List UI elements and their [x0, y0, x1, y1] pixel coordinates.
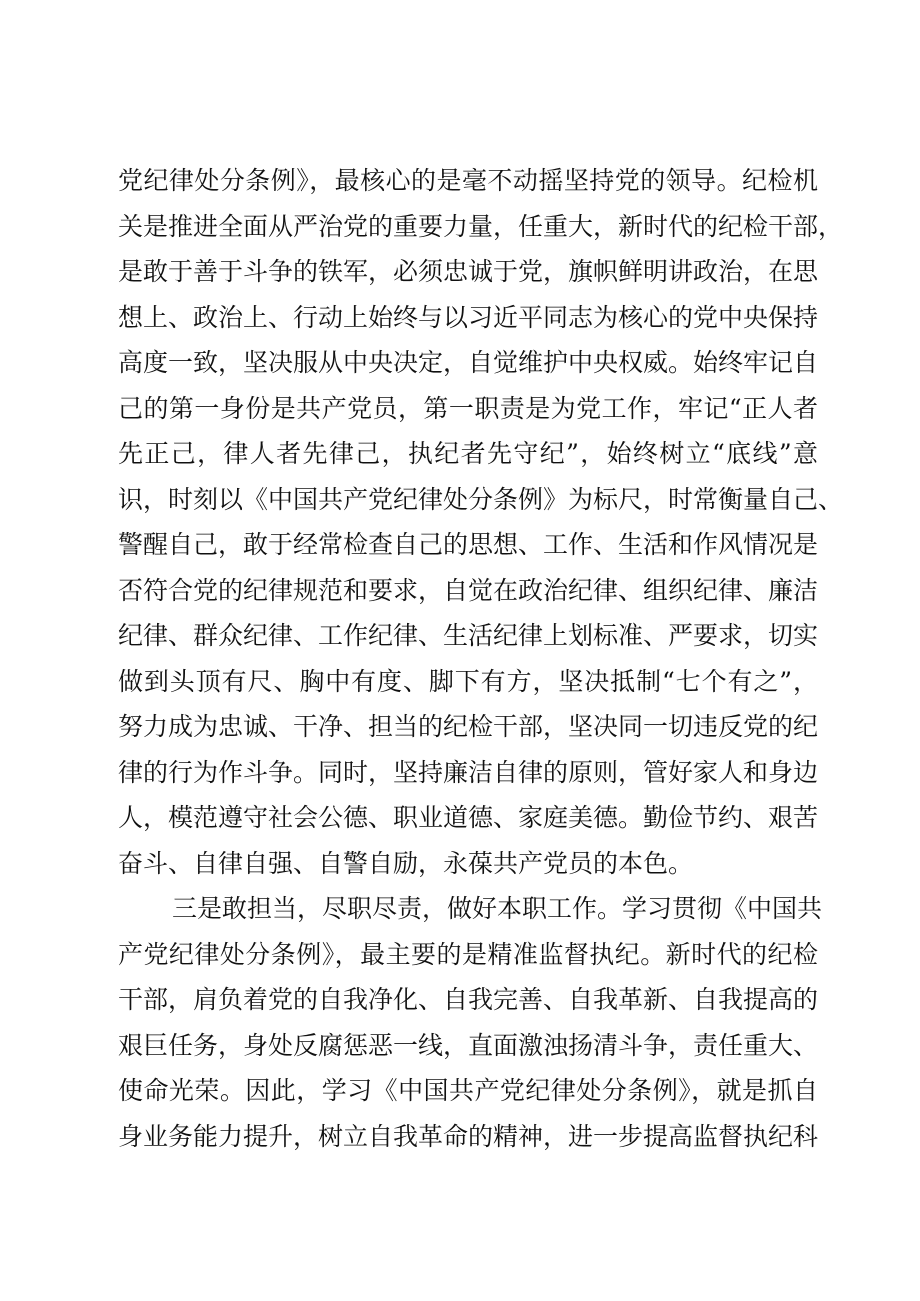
paragraph-1-line-4: 想上、政治上、行动上始终与以习近平同志为核心的党中央保持: [118, 302, 819, 332]
paragraph-1-line-1: 党纪律处分条例》，最核心的是毫不动摇坚持党的领导。纪检机: [118, 166, 818, 195]
document-body: [118, 158, 844, 1159]
paragraph-1-line-11: 纪律、群众纪律、工作纪律、生活纪律上划标准、严要求，切实: [118, 621, 819, 650]
paragraph-1-line-7: 先正己，律人者先律己，执纪者先守纪”，始终树立“底线”意: [118, 439, 818, 468]
paragraph-1-line-8: 识，时刻以《中国共产党纪律处分条例》为标尺，时常衡量自己、: [118, 484, 844, 514]
paragraph-1-line-5: 高度一致，坚决服从中央决定，自觉维护中央权威。始终牢记自: [118, 348, 819, 377]
paragraph-1-line-2: 关是推进全面从严治党的重要力量，任重大，新时代的纪检干部，: [118, 211, 844, 241]
paragraph-1-line-6: 己的第一身份是共产党员，第一职责是为党工作，牢记“正人者: [118, 393, 818, 423]
paragraph-2-line-5: 使命光荣。因此，学习《中国共产党纪律处分条例》，就是抓自: [118, 1076, 818, 1105]
paragraph-2-line-1: 三是敢担当，尽职尽责，做好本职工作。学习贯彻《中国共: [172, 894, 823, 923]
paragraph-1-line-15: 人，模范遵守社会公德、职业道德、家庭美德。勤俭节约、艰苦: [118, 803, 819, 832]
paragraph-2-line-4: 艰巨任务，身处反腐惩恶一线，直面激浊扬清斗争，责任重大、: [118, 1030, 819, 1060]
paragraph-1-line-16: 奋斗、自律自强、自警自励，永葆共产党员的本色。: [118, 848, 694, 878]
paragraph-1-line-12: 做到头顶有尺、胸中有度、脚下有方，坚决抵制“七个有之”，: [118, 666, 818, 696]
paragraph-2-line-2: 产党纪律处分条例》，最主要的是精准监督执纪。新时代的纪检: [118, 939, 818, 969]
paragraph-2-line-3: 干部，肩负着党的自我净化、自我完善、自我革新、自我提高的: [118, 985, 819, 1014]
paragraph-1-line-14: 律的行为作斗争。同时，坚持廉洁自律的原则，管好家人和身边: [118, 757, 819, 787]
paragraph-1-line-3: 是敢于善于斗争的铁军，必须忠诚于党，旗帜鲜明讲政治，在思: [118, 257, 819, 286]
paragraph-2-line-6: 身业务能力提升，树立自我革命的精神，进一步提高监督执纪科: [118, 1121, 819, 1151]
paragraph-1-line-13: 努力成为忠诚、干净、担当的纪检干部，坚决同一切违反党的纪: [118, 712, 819, 741]
paragraph-1-line-10: 否符合党的纪律规范和要求，自觉在政治纪律、组织纪律、廉洁: [118, 575, 819, 605]
paragraph-1-line-9: 警醒自己，敢于经常检查自己的思想、工作、生活和作风情况是: [118, 530, 819, 559]
